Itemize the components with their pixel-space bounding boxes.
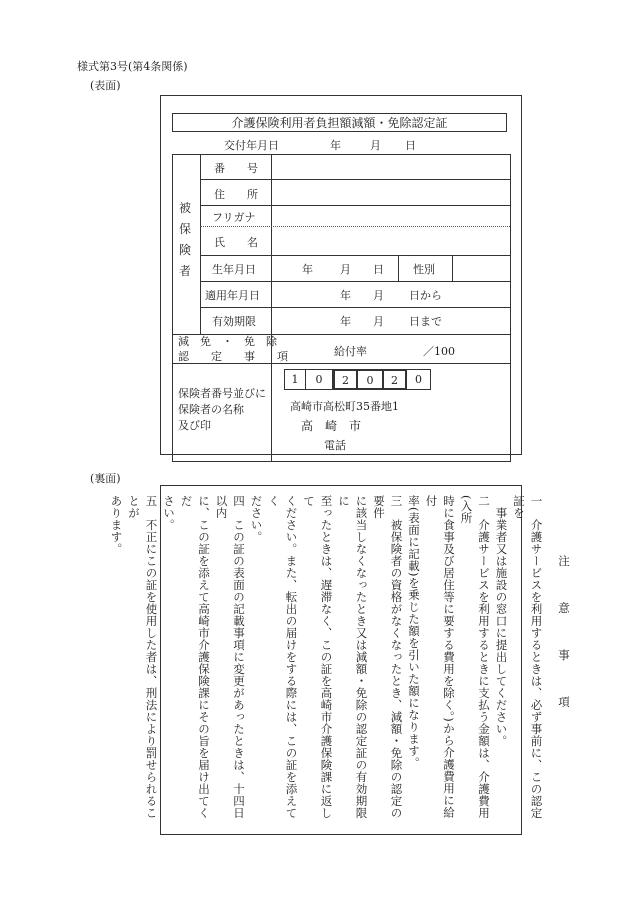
note-line: さい。 <box>162 495 176 531</box>
issue-year: 年 <box>330 139 341 152</box>
reduction-label <box>178 334 288 364</box>
address-label: 住 所 <box>214 188 258 201</box>
note-line: 五 不正にこの証を使用した者は、刑法により罰せられることが <box>127 495 159 819</box>
benefit-rate-denominator: ／100 <box>423 345 455 358</box>
note-line: 事業者又は施設の窓口に提出してください。 <box>494 507 509 747</box>
insurer-digit: 0 <box>306 369 333 390</box>
valid-until: 日まで <box>409 315 442 328</box>
insurer-label <box>178 386 266 434</box>
furigana-label: フリガナ <box>212 211 256 224</box>
note-line: 四 この証の表面の記載事項に変更があったときは、十四日以内 <box>214 495 246 819</box>
insurer-digit: 0 <box>358 369 382 390</box>
note-line: 一 介護サービスを利用するときは、必ず事前に、この認定証を <box>512 495 544 819</box>
note-line: ださい。 <box>249 495 264 543</box>
benefit-rate-label: 給付率 <box>334 345 367 358</box>
insurer-address: 高崎市高松町35番地1 <box>290 400 399 413</box>
insurer-digit: 2 <box>382 369 407 390</box>
note-line: に、この証を添えて高崎市介護保険課にその旨を届け出てくだ <box>179 495 211 819</box>
valid-month: 月 <box>373 315 384 328</box>
insurer-label-line1: 保険者番号並びに <box>178 387 266 400</box>
apply-from: 日から <box>409 289 442 302</box>
note-line: 三 被保険者の資格がなくなったとき、減額・免除の認定の要件 <box>372 495 404 819</box>
issue-month: 月 <box>370 139 381 152</box>
apply-year: 年 <box>340 289 351 302</box>
note-line: 率(表面に記載)を乗じた額を引いた額になります。 <box>407 495 421 769</box>
issue-date-label: 交付年月日 <box>224 139 279 152</box>
birth-day: 日 <box>373 263 384 276</box>
insurer-digit: 0 <box>407 369 431 390</box>
reduction-label-line2: 認 定 事 項 <box>178 350 288 363</box>
notes-section <box>107 495 572 825</box>
back-side-label: (裏面) <box>90 472 121 485</box>
valid-year: 年 <box>340 315 351 328</box>
front-side-label: (表面) <box>90 79 121 92</box>
form-number: 様式第3号(第4条関係) <box>77 60 188 73</box>
note-line: ください。また、転出の届けをする際には、この証を添えてく <box>267 495 299 819</box>
note-line: に該当しなくなったとき又は減額・免除の認定証の有効期限に <box>337 495 369 819</box>
note-line: あります。 <box>109 495 124 555</box>
birth-year: 年 <box>302 263 313 276</box>
insurer-digit: 2 <box>333 369 358 390</box>
birth-month: 月 <box>340 263 351 276</box>
sex-label: 性別 <box>413 263 435 276</box>
insured-person-label: 被 保 険 者 <box>178 201 191 278</box>
birth-date-label: 生年月日 <box>212 263 256 276</box>
insurer-phone: 電話 <box>324 439 346 452</box>
issue-day: 日 <box>405 139 416 152</box>
insurer-digit: 1 <box>284 369 306 390</box>
certificate-title: 介護保険利用者負担額減額・免除認定証 <box>172 113 507 132</box>
apply-month: 月 <box>373 289 384 302</box>
insurer-label-line2: 保険者の名称 <box>178 403 244 416</box>
note-line: 時に食事及び居住等に要する費用を除く。)から介護費用に給付 <box>424 495 456 819</box>
reduction-label-line1: 減 免 ・ 免 除 <box>178 335 277 348</box>
insurer-name: 高 崎 市 <box>301 419 362 433</box>
valid-until-label: 有効期限 <box>212 315 256 328</box>
note-line: 二 介護サービスを利用するときに支払う金額は、介護費用(入所 <box>459 495 491 819</box>
apply-date-label: 適用年月日 <box>205 289 260 302</box>
insurer-label-line3: 及び印 <box>178 419 211 432</box>
name-label: 氏 名 <box>214 236 258 249</box>
notes-title: 注 意 事 項 <box>557 555 571 720</box>
number-label: 番 号 <box>214 162 258 175</box>
note-line: 至ったときは、遅滞なく、この証を高崎市介護保険課に返して <box>302 495 334 819</box>
